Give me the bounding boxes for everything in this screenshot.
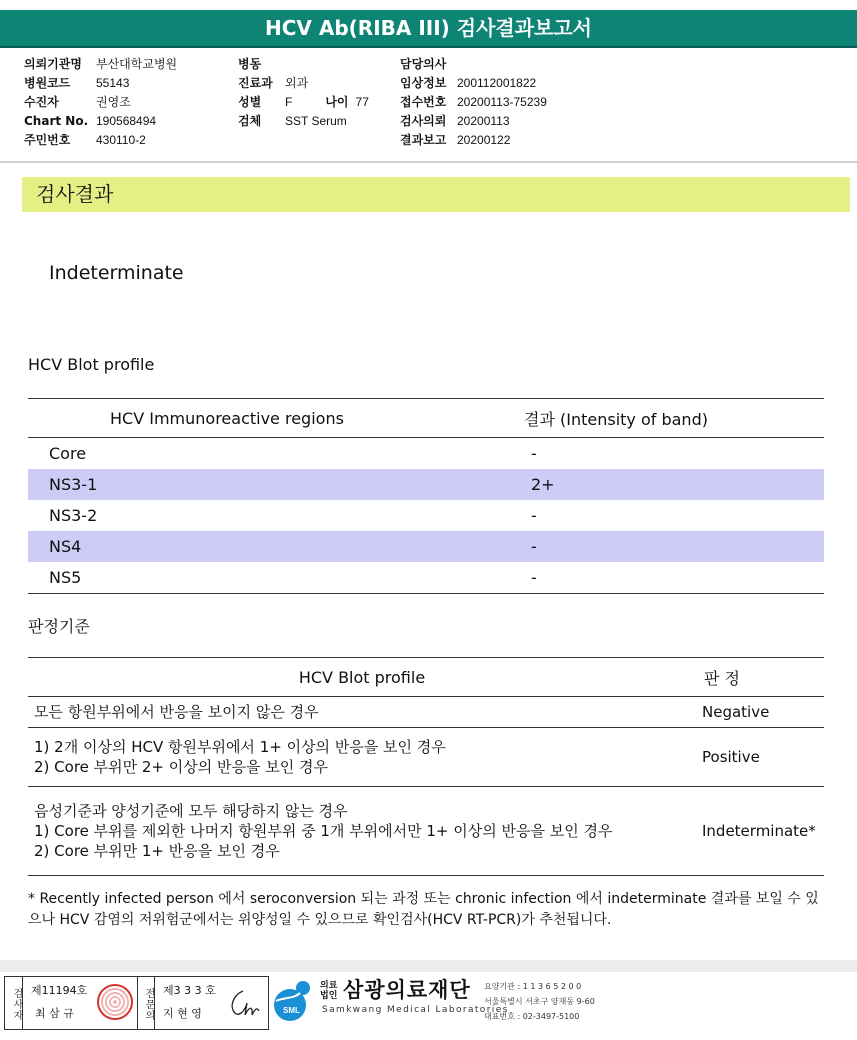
info-value: 외과: [285, 76, 309, 90]
report-title-bar: [0, 10, 857, 46]
examiner-license: 제11194호: [31, 984, 88, 997]
table-row: [28, 438, 824, 470]
region-cell: NS3-2: [49, 506, 98, 525]
info-row: [24, 93, 177, 112]
info-value: 부산대학교병원: [96, 57, 178, 71]
info-row: [400, 55, 547, 74]
region-cell: NS5: [28, 562, 523, 594]
column-header-result: 결과 (Intensity of band): [523, 399, 824, 438]
specialist-name: 지 현 영: [163, 1007, 202, 1020]
info-row: [24, 112, 177, 131]
table-header-row: [28, 399, 824, 438]
examiner-name: 최 삼 규: [35, 1007, 74, 1020]
table-row: [28, 531, 824, 562]
info-label: 성별: [238, 95, 262, 109]
info-value: 430110-2: [96, 133, 146, 147]
info-label: 임상정보: [400, 76, 447, 90]
info-label: 결과보고: [400, 133, 447, 147]
info-value: SST Serum: [285, 114, 347, 128]
info-row: [24, 74, 177, 93]
specialist-role: 전문의: [137, 977, 155, 1029]
result-cell: -: [523, 531, 824, 562]
criteria-cell: [28, 697, 696, 728]
judgement-cell: Positive: [696, 728, 824, 787]
region-cell: NS4: [28, 531, 523, 562]
info-label: 주민번호: [24, 133, 71, 147]
profile-heading: HCV Blot profile: [28, 355, 155, 374]
info-label: 접수번호: [400, 95, 447, 109]
criteria-line: 2) Core 부위만 2+ 이상의 반응을 보인 경우: [34, 758, 328, 776]
section-title: 검사결과: [36, 182, 114, 206]
footnote: * Recently infected person 에서 seroconversion 되는 과정 또는 chronic infection 에서 indeterminate 결과를 보일 수 있으나 HCV 감염의 저위험군에서는 위양성일 수 있으므로 확인검사(HCV RT-PCR)가 추천됩니다.: [28, 891, 819, 928]
column-header-profile: HCV Blot profile: [28, 658, 696, 697]
criteria-line: 1) Core 부위를 제외한 나머지 항원부위 중 1개 부위에서만 1+ 이상의 반응을 보인 경우: [34, 822, 613, 840]
info-label: 의뢰기관명: [24, 57, 82, 71]
blot-profile-table: [28, 398, 824, 594]
judgement-cell: Indeterminate*: [696, 787, 824, 876]
patient-info-column-1: [24, 55, 177, 150]
patient-info-column-2: [238, 55, 369, 131]
table-header-row: [28, 658, 824, 697]
specialist-license: 제3 3 3 호: [163, 984, 216, 997]
info-label: 진료과: [238, 76, 273, 90]
result-cell: -: [523, 562, 824, 594]
result-cell: 2+: [523, 469, 824, 500]
logo-text: SML: [283, 1006, 300, 1015]
info-label: Chart No.: [24, 114, 89, 128]
corporation-type-line: 의료: [320, 981, 338, 991]
criteria-line: 2) Core 부위만 1+ 반응을 보인 경우: [34, 842, 280, 860]
info-label: 병동: [238, 57, 262, 71]
info-row: [238, 74, 369, 93]
judgement-cell: Negative: [696, 697, 824, 728]
criteria-line: 음성기준과 양성기준에 모두 해당하지 않는 경우: [34, 802, 348, 820]
info-row: [400, 131, 547, 150]
info-label: 검체: [238, 114, 262, 128]
info-value: F: [285, 95, 293, 109]
signature-box: [4, 976, 269, 1030]
org-info-line: 서울특별시 서초구 양재동 9-60: [484, 997, 595, 1006]
patient-info-column-3: [400, 55, 547, 150]
footer-band: [0, 960, 857, 972]
info-row: [238, 93, 369, 112]
info-value: 20200113-75239: [457, 95, 547, 109]
table-row: [28, 500, 824, 531]
info-row: [24, 131, 177, 150]
info-value: 20200113: [457, 114, 510, 128]
sml-logo-icon: [270, 975, 320, 1027]
info-row: [24, 55, 177, 74]
header-divider: [0, 161, 857, 163]
age-value: 77: [355, 95, 369, 109]
title-divider: [0, 46, 857, 48]
age-label: 나이: [325, 95, 349, 109]
criteria-line: 1) 2개 이상의 HCV 항원부위에서 1+ 이상의 반응을 보인 경우: [34, 738, 446, 756]
region-cell: Core: [49, 444, 87, 463]
info-label: 담당의사: [400, 57, 447, 71]
criteria-line: 모든 항원부위에서 반응을 보이지 않은 경우: [34, 703, 319, 721]
official-seal: [97, 984, 133, 1020]
info-value: 55143: [96, 76, 130, 90]
column-header-judgement: 판 정: [696, 658, 824, 697]
organization-info: [484, 979, 595, 1024]
info-row: [238, 112, 369, 131]
handwritten-signature: [225, 985, 261, 1021]
column-header-region: HCV Immunoreactive regions: [28, 399, 523, 438]
info-value: 20200122: [457, 133, 511, 147]
info-label: 검사의뢰: [400, 114, 447, 128]
criteria-cell: [28, 728, 696, 787]
table-row: [28, 728, 824, 787]
criteria-table: [28, 657, 824, 876]
criteria-heading: 판정기준: [28, 617, 90, 636]
table-row: [28, 697, 824, 728]
organization-name-en: Samkwang Medical Laboratories: [322, 1005, 509, 1015]
table-row: [28, 469, 824, 500]
org-info-line: 요양기관 : 1 1 3 6 5 2 0 0: [484, 982, 582, 991]
organization-name: 삼광의료재단: [343, 978, 471, 1002]
examiner-role: 검사자: [5, 977, 23, 1029]
info-row: [400, 112, 547, 131]
overall-result: Indeterminate: [49, 262, 184, 284]
info-value: 190568494: [96, 114, 157, 128]
report-title: HCV Ab(RIBA III) 검사결과보고서: [265, 16, 592, 40]
info-value: 200112001822: [457, 76, 537, 90]
info-row: [400, 74, 547, 93]
info-row: [238, 55, 369, 74]
info-row: [400, 93, 547, 112]
corporation-type: [320, 981, 337, 1001]
corporation-type-line: 법인: [320, 991, 338, 1001]
result-cell: -: [531, 506, 537, 525]
region-cell: NS3-1: [28, 469, 523, 500]
info-label: 병원코드: [24, 76, 71, 90]
table-row: [28, 787, 824, 876]
info-label: 수진자: [24, 95, 59, 109]
result-section-header: [22, 177, 850, 212]
criteria-cell: [28, 787, 696, 876]
org-info-line: 대표번호 : 02-3497-5100: [484, 1012, 580, 1021]
table-row: [28, 562, 824, 594]
info-value: 권영조: [96, 95, 131, 109]
result-cell: -: [531, 444, 537, 463]
